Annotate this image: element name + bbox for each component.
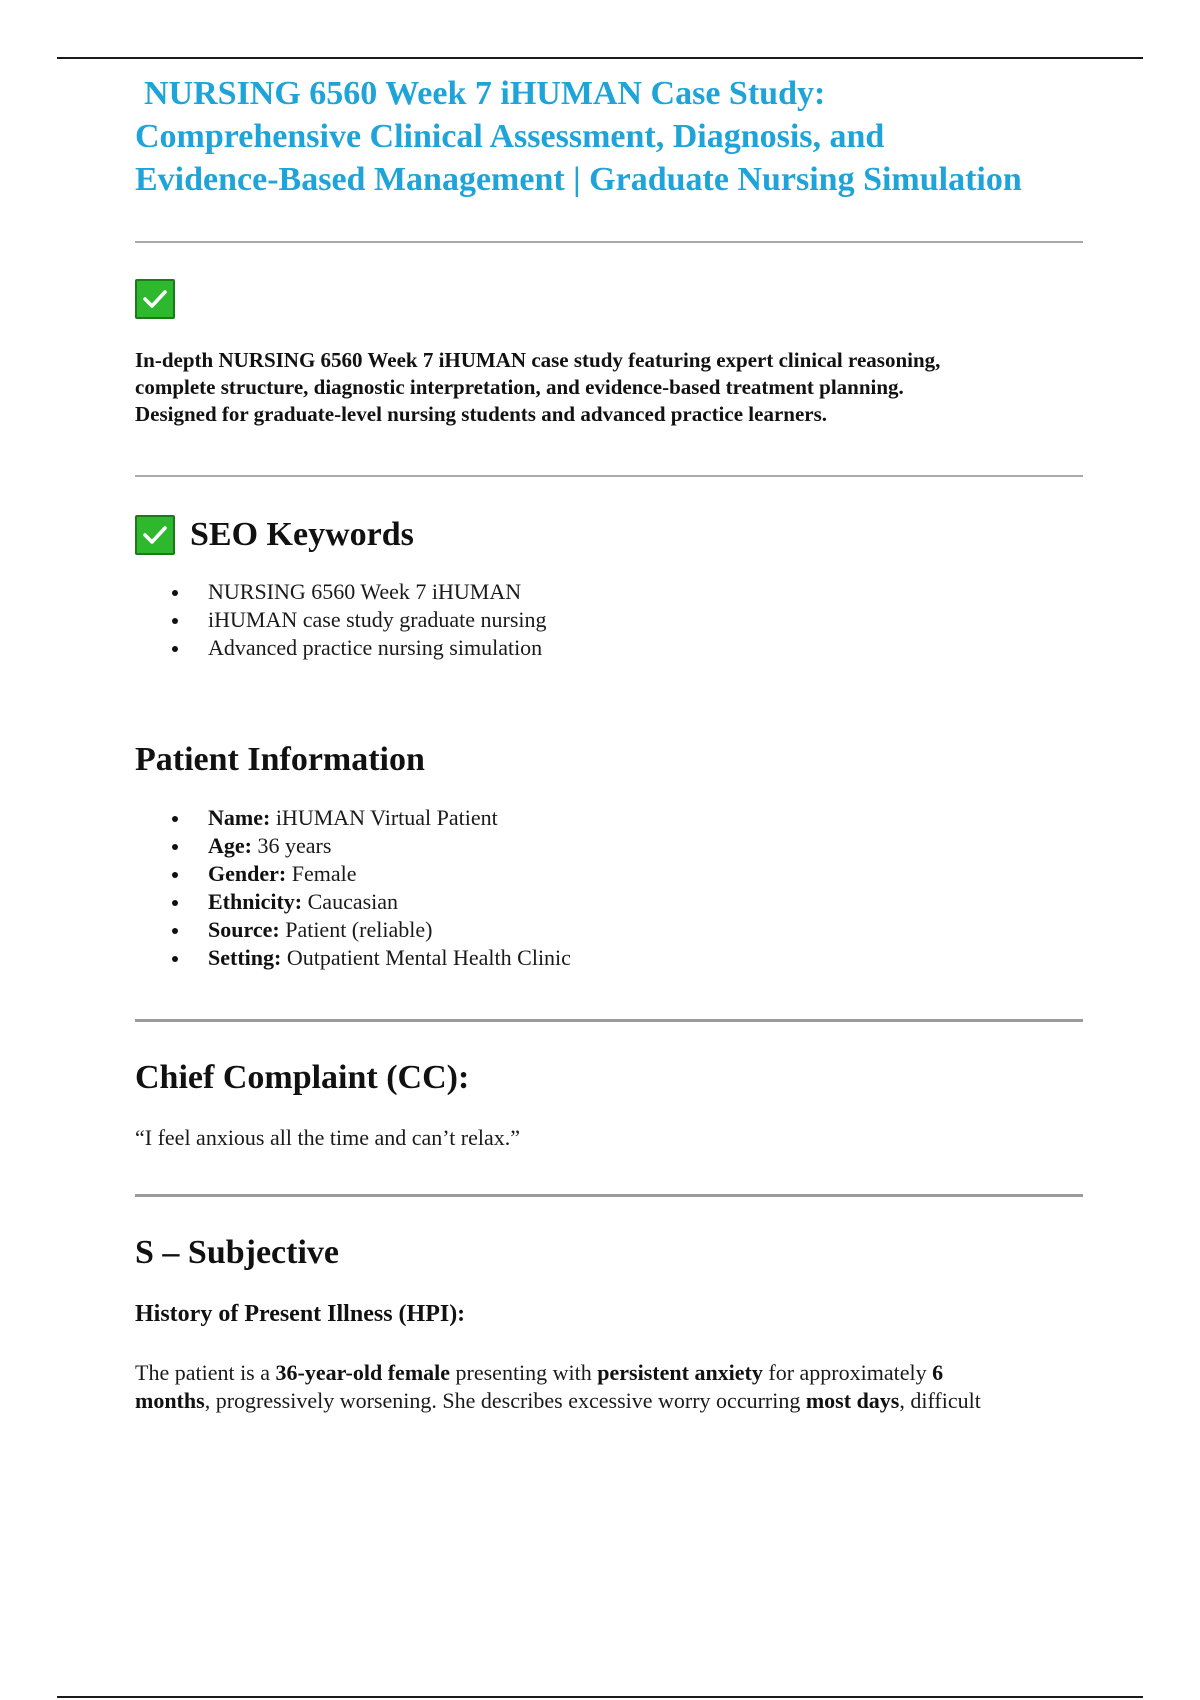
seo-keywords-heading: SEO Keywords: [190, 516, 414, 553]
seo-keyword-item: NURSING 6560 Week 7 iHUMAN: [208, 578, 1085, 606]
chief-complaint-heading: Chief Complaint (CC):: [135, 1059, 470, 1096]
patient-field-gender: Gender: Female: [208, 860, 1085, 888]
intro-line-2: complete structure, diagnostic interpretation, and evidence-based treatment planning.: [135, 375, 904, 399]
check-mark-icon: [135, 279, 175, 319]
title-line-1: NURSING 6560 Week 7 iHUMAN Case Study:: [144, 75, 826, 112]
patient-info-list: [135, 804, 1085, 972]
hpi-line-1: The patient is a 36-year-old female presenting with persistent anxiety for approximately 6: [135, 1360, 944, 1385]
hpi-heading: History of Present Illness (HPI):: [135, 1301, 466, 1327]
subjective-heading: S – Subjective: [135, 1234, 339, 1271]
hpi-paragraph: [135, 1359, 1085, 1415]
seo-keywords-header: [135, 515, 1085, 555]
seo-keyword-item: iHUMAN case study graduate nursing: [208, 606, 1085, 634]
title-line-2: Comprehensive Clinical Assessment, Diagnosis, and: [135, 118, 885, 155]
intro-line-1: In-depth NURSING 6560 Week 7 iHUMAN case study featuring expert clinical reasoning,: [135, 348, 941, 372]
patient-information-heading: Patient Information: [135, 741, 425, 778]
chief-complaint-quote: “I feel anxious all the time and can’t relax.”: [135, 1125, 521, 1150]
page-bottom-rule: [57, 1696, 1143, 1698]
seo-keyword-item: Advanced practice nursing simulation: [208, 634, 1085, 662]
patient-field-age: Age: 36 years: [208, 832, 1085, 860]
check-mark-icon: [135, 515, 175, 555]
patient-field-name: Name: iHUMAN Virtual Patient: [208, 804, 1085, 832]
intro-line-3: Designed for graduate-level nursing students and advanced practice learners.: [135, 402, 828, 426]
document-body: [135, 72, 1085, 1415]
page-top-rule: [57, 57, 1143, 59]
patient-field-setting: Setting: Outpatient Mental Health Clinic: [208, 944, 1085, 972]
intro-paragraph: [135, 347, 1085, 428]
patient-field-ethnicity: Ethnicity: Caucasian: [208, 888, 1085, 916]
patient-field-source: Source: Patient (reliable): [208, 916, 1085, 944]
hpi-line-2: months, progressively worsening. She describes excessive worry occurring most days, difficult: [135, 1388, 981, 1413]
title-line-3: Evidence-Based Management | Graduate Nursing Simulation: [135, 161, 1022, 198]
seo-keyword-list: [135, 578, 1085, 662]
document-title: [135, 72, 1085, 201]
